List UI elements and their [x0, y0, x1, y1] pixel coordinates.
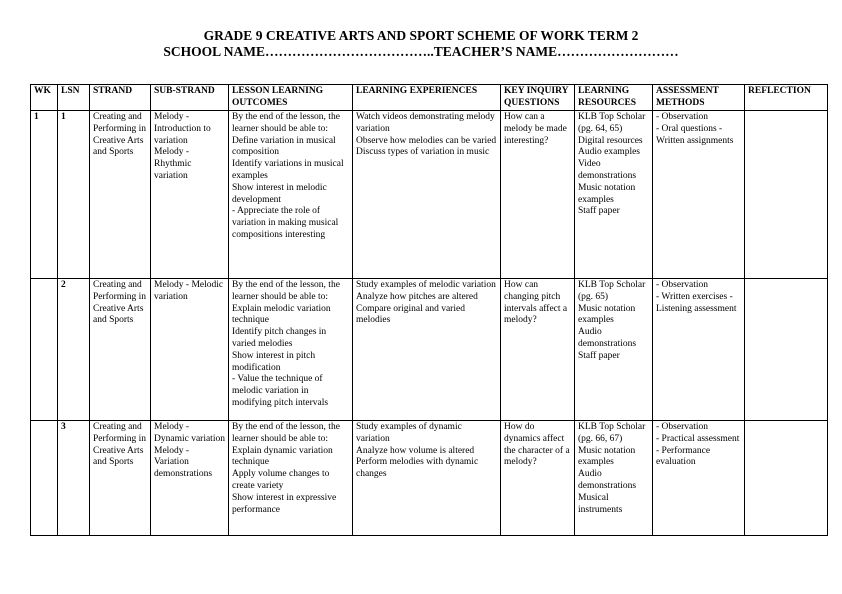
experience-line: Analyze how volume is altered	[356, 445, 475, 456]
sub-strand-line: Melody - Dynamic variation	[154, 422, 225, 444]
cell-outcomes	[229, 111, 353, 279]
experience-line: Study examples of melodic variation	[356, 280, 496, 290]
scheme-of-work-table	[30, 84, 828, 536]
experience-line: Compare original and varied melodies	[356, 303, 465, 326]
sub-strand-line: Melody - Variation demonstrations	[154, 445, 213, 480]
header-experiences: LEARNING EXPERIENCES	[353, 85, 501, 111]
table-row	[31, 279, 828, 421]
cell-sub-strand	[151, 279, 229, 421]
cell-lsn: 2	[58, 279, 90, 421]
cell-wk	[31, 279, 58, 421]
cell-reflection	[745, 279, 828, 421]
resource-line: KLB Top Scholar (pg. 64, 65)	[578, 112, 646, 134]
outcome-line: By the end of the lesson, the learner should be able to:	[232, 112, 340, 134]
resource-line: Digital resources	[578, 135, 643, 146]
cell-inquiry: How can changing pitch intervals affect a melody?	[501, 279, 575, 421]
outcome-line: Show interest in expressive performance	[232, 492, 337, 515]
cell-wk: 1	[31, 111, 58, 279]
outcome-line: Show interest in melodic development	[232, 182, 327, 205]
experience-line: Study examples of dynamic variation	[356, 422, 462, 444]
cell-inquiry: How can a melody be made interesting?	[501, 111, 575, 279]
cell-resources	[575, 421, 653, 536]
resource-line: KLB Top Scholar (pg. 66, 67)	[578, 422, 646, 444]
header-inquiry: KEY INQUIRY QUESTIONS	[501, 85, 575, 111]
cell-strand: Creating and Performing in Creative Arts and Sports	[90, 279, 151, 421]
school-teacher-line: SCHOOL NAME………………………………..TEACHER’S NAME………………………	[163, 44, 679, 59]
assessment-line: - Observation	[656, 422, 708, 432]
outcome-line: Identify pitch changes in varied melodies	[232, 327, 327, 349]
cell-wk	[31, 421, 58, 536]
document-title: GRADE 9 CREATIVE ARTS AND SPORT SCHEME OF WORK TERM 2	[203, 28, 639, 43]
cell-experiences	[353, 279, 501, 421]
resource-line: Music notation examples	[578, 303, 636, 326]
outcome-line: By the end of the lesson, the learner should be able to:	[232, 422, 340, 444]
assessment-line: - Written exercises - Listening assessment	[656, 291, 737, 314]
header-reflection: REFLECTION	[745, 85, 828, 111]
experience-line: Observe how melodies can be varied	[356, 135, 497, 146]
experience-line: Analyze how pitches are altered	[356, 291, 478, 302]
header-resources: LEARNING RESOURCES	[575, 85, 653, 111]
cell-assessment	[653, 111, 745, 279]
resource-line: Video demonstrations	[578, 159, 637, 181]
experience-line: Watch videos demonstrating melody variation	[356, 112, 495, 134]
cell-outcomes	[229, 421, 353, 536]
sub-strand-line: Melody - Introduction to variation	[154, 112, 211, 146]
sub-strand-line: Melody - Melodic variation	[154, 280, 224, 302]
cell-sub-strand	[151, 421, 229, 536]
outcome-line: - Value the technique of melodic variation in modifying pitch intervals	[232, 374, 329, 408]
table-row	[31, 111, 828, 279]
cell-reflection	[745, 421, 828, 536]
outcome-line: - Appreciate the role of variation in making musical compositions interesting	[232, 206, 339, 240]
cell-experiences	[353, 111, 501, 279]
header-assessment: ASSESSMENT METHODS	[653, 85, 745, 111]
cell-resources	[575, 111, 653, 279]
resource-line: Staff paper	[578, 350, 620, 361]
outcome-line: Identify variations in musical examples	[232, 159, 344, 181]
cell-assessment	[653, 421, 745, 536]
cell-lsn: 3	[58, 421, 90, 536]
cell-assessment	[653, 279, 745, 421]
experience-line: Discuss types of variation in music	[356, 147, 490, 158]
assessment-line: - Oral questions - Written assignments	[656, 123, 734, 146]
outcome-line: Show interest in pitch modification	[232, 350, 316, 373]
header-lsn: LSN	[58, 85, 90, 111]
resource-line: KLB Top Scholar (pg. 65)	[578, 280, 646, 302]
resource-line: Musical instruments	[578, 492, 623, 515]
cell-reflection	[745, 111, 828, 279]
resource-line: Audio examples	[578, 147, 641, 158]
assessment-line: - Observation	[656, 112, 708, 122]
cell-strand: Creating and Performing in Creative Arts and Sports	[90, 111, 151, 279]
assessment-line: - Observation	[656, 280, 708, 290]
outcome-line: Define variation in musical composition	[232, 135, 336, 158]
header-sub-strand: SUB-STRAND	[151, 85, 229, 111]
experience-line: Perform melodies with dynamic changes	[356, 457, 479, 480]
sub-strand-line: Melody - Rhythmic variation	[154, 147, 192, 181]
cell-inquiry: How do dynamics affect the character of a melody?	[501, 421, 575, 536]
header-strand: STRAND	[90, 85, 151, 111]
resource-line: Audio demonstrations	[578, 469, 637, 491]
resource-line: Music notation examples	[578, 182, 636, 205]
outcome-line: Apply volume changes to create variety	[232, 469, 330, 491]
resource-line: Staff paper	[578, 206, 620, 217]
table-header-row	[31, 85, 828, 111]
outcome-line: Explain dynamic variation technique	[232, 445, 333, 468]
cell-sub-strand	[151, 111, 229, 279]
outcome-line: Explain melodic variation technique	[232, 303, 331, 326]
cell-lsn: 1	[58, 111, 90, 279]
assessment-line: - Practical assessment - Performance evaluation	[656, 433, 740, 468]
outcome-line: By the end of the lesson, the learner should be able to:	[232, 280, 340, 302]
resource-line: Music notation examples	[578, 445, 636, 468]
cell-strand: Creating and Performing in Creative Arts and Sports	[90, 421, 151, 536]
cell-outcomes	[229, 279, 353, 421]
header-outcomes: LESSON LEARNING OUTCOMES	[229, 85, 353, 111]
resource-line: Audio demonstrations	[578, 327, 637, 349]
cell-experiences	[353, 421, 501, 536]
cell-resources	[575, 279, 653, 421]
header-wk: WK	[31, 85, 58, 111]
table-row	[31, 421, 828, 536]
